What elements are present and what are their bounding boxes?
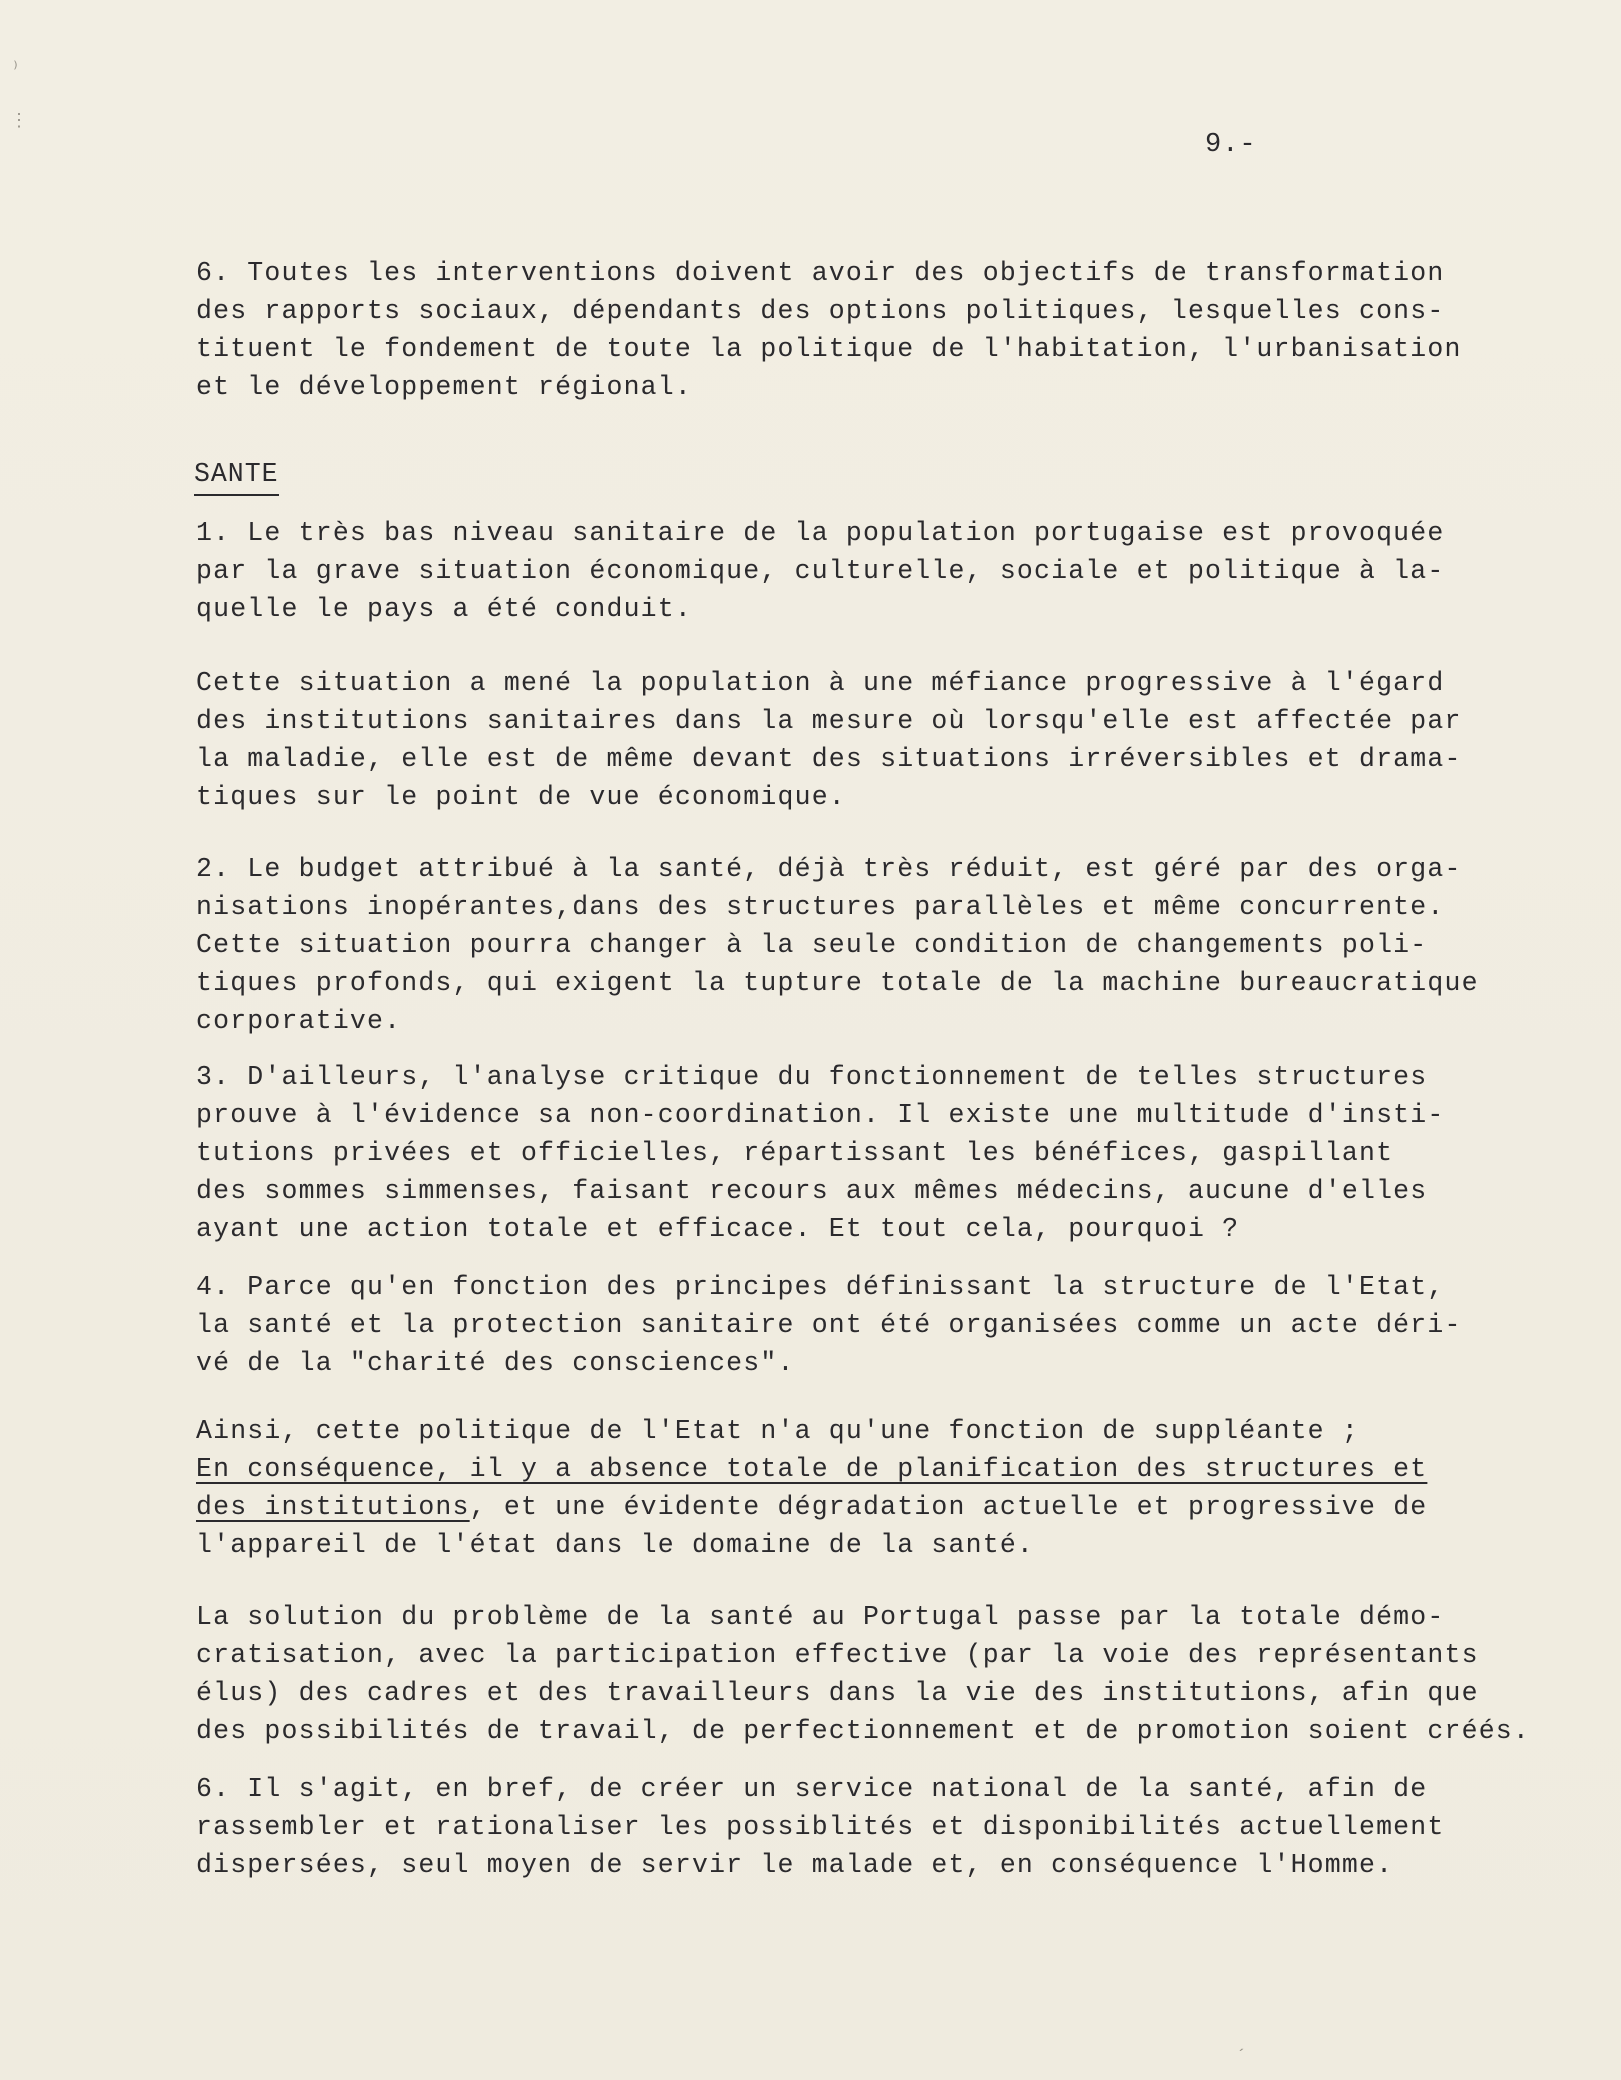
paragraph-4-principles: [196, 1268, 1462, 1382]
paragraph-habitation: [196, 254, 1462, 406]
text-line: 3. D'ailleurs, l'analyse critique du fonctionnement de telles structures: [196, 1062, 1428, 1092]
ainsi-line-3-rest: , et une évidente dégradation actuelle et progressive de: [469, 1492, 1428, 1522]
text-line: Cette situation a mené la population à une méfiance progressive à l'égard: [196, 668, 1445, 698]
margin-mark: ´: [1236, 2048, 1247, 2068]
text-line: la maladie, elle est de même devant des situations irréversibles et drama-: [196, 744, 1462, 774]
paragraph-solution: [196, 1598, 1531, 1750]
text-line: corporative.: [196, 1006, 402, 1036]
text-line: La solution du problème de la santé au Portugal passe par la totale démo-: [196, 1602, 1445, 1632]
text-line: par la grave situation économique, culturelle, sociale et politique à la-: [196, 556, 1445, 586]
section-heading-sante: SANTE: [194, 455, 279, 496]
text-line: la santé et la protection sanitaire ont été organisées comme un acte déri-: [196, 1310, 1462, 1340]
paragraph-6-service-national: [196, 1770, 1456, 1884]
text-line: 4. Parce qu'en fonction des principes définissant la structure de l'Etat,: [196, 1272, 1445, 1302]
text-line: 2. Le budget attribué à la santé, déjà très réduit, est géré par des orga-: [196, 854, 1462, 884]
paragraph-1-sanitary-level: [196, 514, 1456, 628]
text-line: 1. Le très bas niveau sanitaire de la population portugaise est provoquée: [196, 518, 1445, 548]
ainsi-line-1: Ainsi, cette politique de l'Etat n'a qu'une fonction de suppléante ;: [196, 1416, 1359, 1446]
paragraph-mefiance: [196, 664, 1462, 816]
text-line: tiques sur le point de vue économique.: [196, 782, 846, 812]
text-line: des sommes simmenses, faisant recours aux mêmes médecins, aucune d'elles: [196, 1176, 1428, 1206]
text-line: vé de la "charité des consciences".: [196, 1348, 795, 1378]
underlined-institutions: des institutions: [196, 1492, 470, 1522]
text-line: des rapports sociaux, dépendants des options politiques, lesquelles cons-: [196, 296, 1445, 326]
ainsi-line-4: l'appareil de l'état dans le domaine de la santé.: [196, 1530, 1035, 1560]
margin-mark: ⋮: [10, 112, 28, 132]
underlined-consequence: En conséquence, il y a absence totale de planification des structures et: [196, 1454, 1428, 1484]
text-line: 6. Toutes les interventions doivent avoir des objectifs de transformation: [196, 258, 1445, 288]
text-line: des institutions sanitaires dans la mesure où lorsqu'elle est affectée par: [196, 706, 1462, 736]
text-line: dispersées, seul moyen de servir le malade et, en conséquence l'Homme.: [196, 1850, 1394, 1880]
page-number: 9.-: [1205, 130, 1257, 160]
text-line: tituent le fondement de toute la politique de l'habitation, l'urbanisation: [196, 334, 1462, 364]
paragraph-2-budget: [196, 850, 1479, 1040]
text-line: élus) des cadres et des travailleurs dans la vie des institutions, afin que: [196, 1678, 1479, 1708]
text-line: quelle le pays a été conduit.: [196, 594, 692, 624]
text-line: nisations inopérantes,dans des structures parallèles et même concurrente.: [196, 892, 1445, 922]
text-line: et le développement régional.: [196, 372, 692, 402]
text-line: rassembler et rationaliser les possiblités et disponibilités actuellement: [196, 1812, 1445, 1842]
margin-mark: ⁾: [10, 60, 21, 80]
text-line: tiques profonds, qui exigent la tupture totale de la machine bureaucratique: [196, 968, 1479, 998]
paragraph-3-analysis: [196, 1058, 1456, 1248]
text-line: ayant une action totale et efficace. Et tout cela, pourquoi ?: [196, 1214, 1240, 1244]
paragraph-ainsi: [196, 1412, 1456, 1564]
text-line: tutions privées et officielles, répartissant les bénéfices, gaspillant: [196, 1138, 1394, 1168]
text-line: prouve à l'évidence sa non-coordination. Il existe une multitude d'insti-: [196, 1100, 1445, 1130]
text-line: cratisation, avec la participation effective (par la voie des représentants: [196, 1640, 1479, 1670]
text-line: 6. Il s'agit, en bref, de créer un service national de la santé, afin de: [196, 1774, 1428, 1804]
text-line: Cette situation pourra changer à la seule condition de changements poli-: [196, 930, 1428, 960]
text-line: des possibilités de travail, de perfectionnement et de promotion soient créés.: [196, 1716, 1531, 1746]
